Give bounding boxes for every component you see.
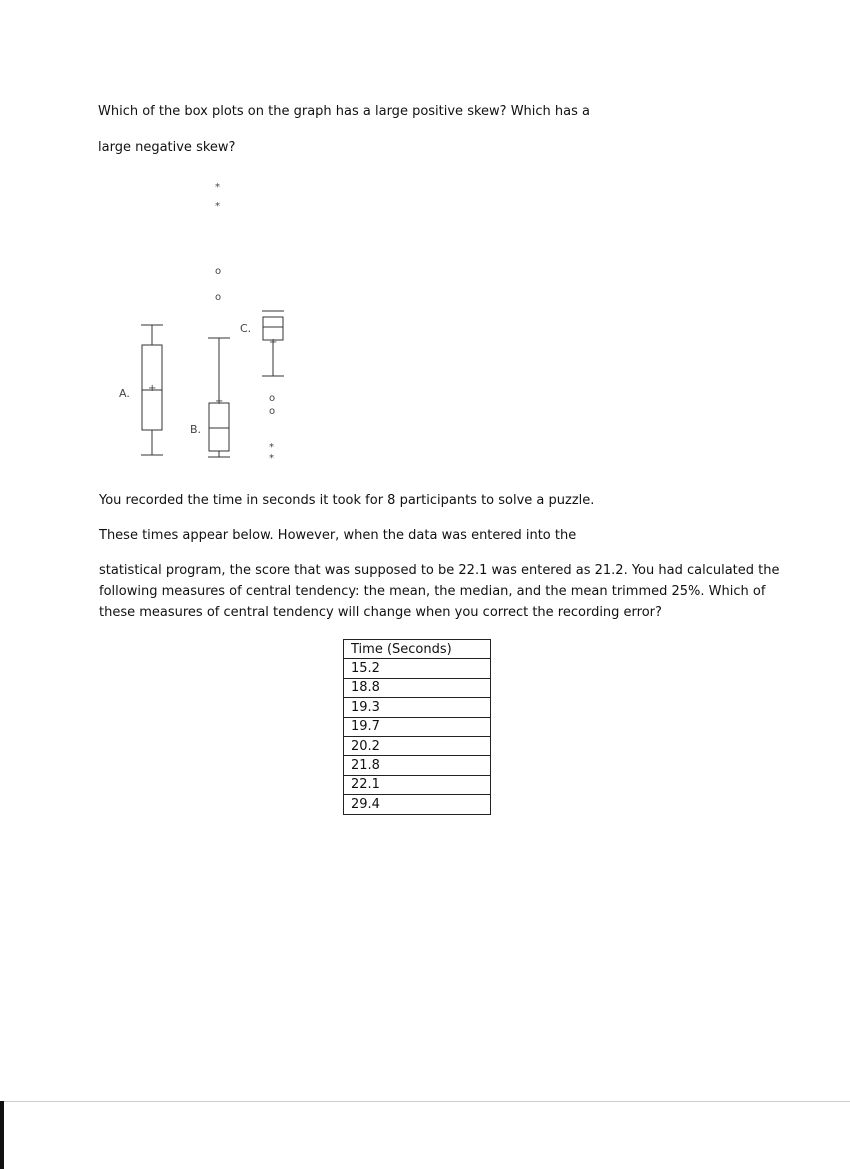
box-plot-c-extreme-outlier: * bbox=[269, 442, 274, 453]
table-cell: 22.1 bbox=[344, 775, 491, 794]
question-1-line-2: large negative skew? bbox=[98, 140, 236, 155]
box-plot-c-extreme-outlier: * bbox=[269, 453, 274, 464]
table-cell: 18.8 bbox=[344, 678, 491, 697]
table-cell: 21.8 bbox=[344, 756, 491, 775]
box-plot-c-median-marker: + bbox=[269, 337, 278, 348]
table-header-row bbox=[344, 640, 491, 659]
table-row bbox=[344, 756, 491, 775]
page-bottom-divider bbox=[0, 1101, 850, 1102]
table-cell: 19.3 bbox=[344, 698, 491, 717]
box-plot-a-median-marker: + bbox=[148, 383, 157, 394]
question-2-line-2: These times appear below. However, when the data was entered into the bbox=[99, 528, 577, 543]
table-cell: 29.4 bbox=[344, 795, 491, 814]
box-plots-figure bbox=[100, 170, 320, 470]
question-2-line-3: statistical program, the score that was supposed to be 22.1 was entered as 21.2. You had calculated the bbox=[99, 563, 780, 578]
question-1-line-1: Which of the box plots on the graph has a large positive skew? Which has a bbox=[98, 104, 590, 119]
table-row bbox=[344, 698, 491, 717]
table-cell: 19.7 bbox=[344, 717, 491, 736]
table-row bbox=[344, 795, 491, 814]
table-cell: 15.2 bbox=[344, 659, 491, 678]
table-row bbox=[344, 736, 491, 755]
box-plot-b-median-marker: + bbox=[215, 396, 224, 407]
question-2-line-4: following measures of central tendency: the mean, the median, and the mean trimmed 25%. Which of bbox=[99, 584, 766, 599]
table-header-cell: Time (Seconds) bbox=[344, 640, 491, 659]
scan-edge-shadow bbox=[0, 1101, 4, 1169]
box-plot-b-extreme-outlier: * bbox=[215, 182, 220, 193]
time-data-table bbox=[343, 639, 491, 815]
table-row bbox=[344, 659, 491, 678]
box-plot-b-outlier: o bbox=[215, 266, 222, 277]
box-plot-label-b: B. bbox=[190, 423, 202, 436]
table-row bbox=[344, 775, 491, 794]
box-plot-c-outlier: o bbox=[269, 393, 276, 404]
table-row bbox=[344, 717, 491, 736]
box-plot-label-c: C. bbox=[240, 322, 252, 335]
question-2-line-1: You recorded the time in seconds it took for 8 participants to solve a puzzle. bbox=[99, 493, 595, 508]
question-2-line-5: these measures of central tendency will change when you correct the recording error? bbox=[99, 605, 662, 620]
box-plot-b-outlier: o bbox=[215, 292, 222, 303]
box-plot-c-outlier: o bbox=[269, 406, 276, 417]
table-cell: 20.2 bbox=[344, 736, 491, 755]
table-row bbox=[344, 678, 491, 697]
box-plot-label-a: A. bbox=[119, 387, 130, 400]
box-plot-b-extreme-outlier: * bbox=[215, 201, 220, 212]
